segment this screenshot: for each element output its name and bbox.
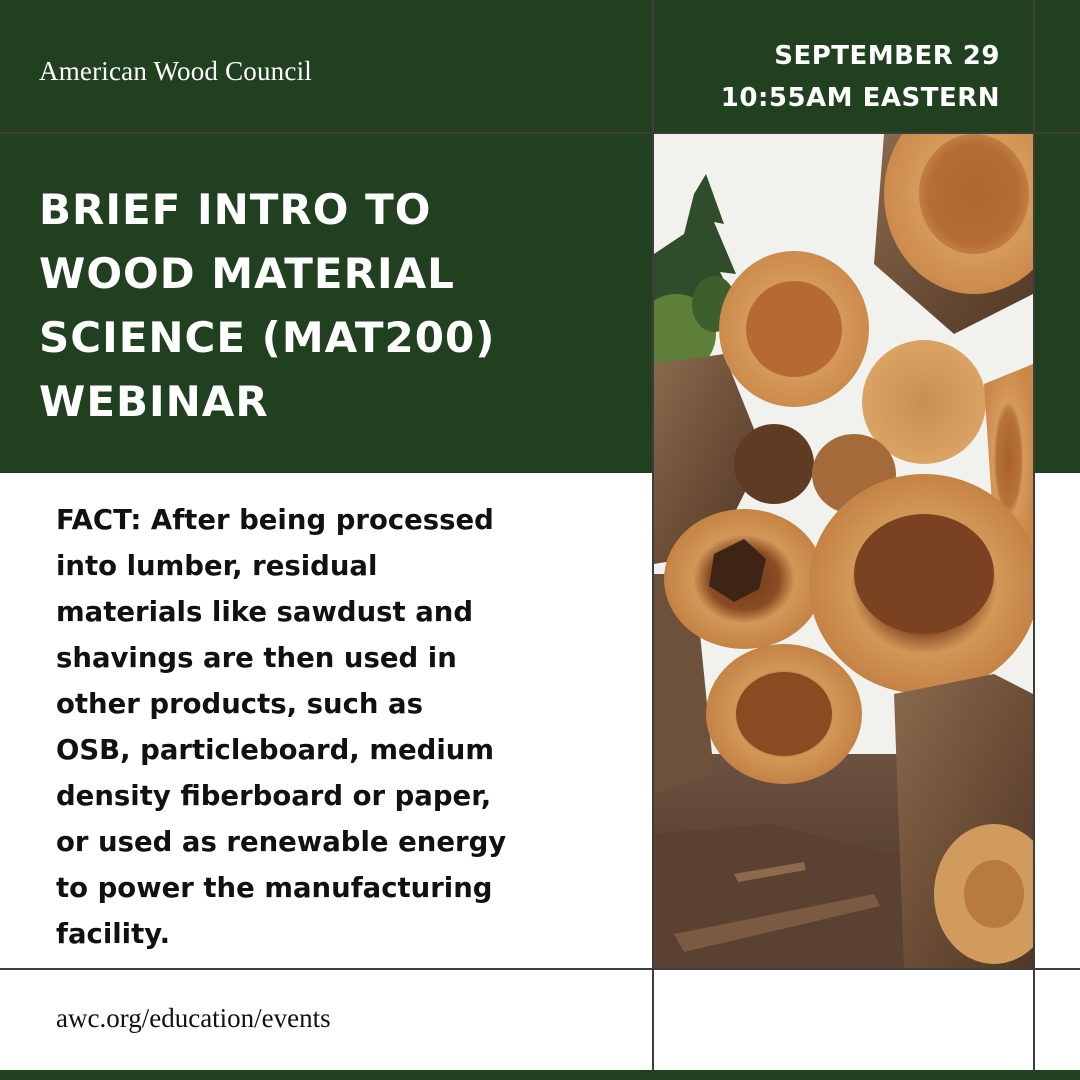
fact-line: FACT: After being processed (56, 504, 494, 536)
event-date (640, 35, 1000, 119)
fact-line: other products, such as (56, 688, 423, 720)
bottom-bar (0, 1070, 1080, 1080)
events-url[interactable]: awc.org/education/events (56, 1003, 331, 1033)
grid-line-top (0, 132, 1080, 134)
fact-line: materials like sawdust and (56, 596, 474, 628)
event-date-line: SEPTEMBER 29 (774, 41, 1000, 71)
grid-line-right (1033, 0, 1035, 1072)
fact-line: facility. (56, 918, 171, 950)
grid-line-left (652, 0, 654, 1072)
fact-line: into lumber, residual (56, 550, 378, 582)
fact-line: or used as renewable energy (56, 826, 507, 858)
logs-illustration (654, 134, 1033, 968)
webinar-title (39, 178, 639, 434)
title-line: SCIENCE (MAT200) (39, 313, 496, 362)
fact-line: shavings are then used in (56, 642, 457, 674)
stacked-logs-photo (654, 134, 1033, 968)
title-line: WEBINAR (39, 377, 269, 426)
fact-line: OSB, particleboard, medium (56, 734, 494, 766)
fact-line: to power the manufacturing (56, 872, 493, 904)
title-line: BRIEF INTRO TO (39, 185, 432, 234)
event-time-line: 10:55AM EASTERN (720, 83, 1000, 113)
grid-line-bottom (0, 968, 1080, 970)
organization-name: American Wood Council (39, 56, 312, 86)
fact-line: density fiberboard or paper, (56, 780, 492, 812)
title-line: WOOD MATERIAL (39, 249, 455, 298)
fact-text (56, 497, 636, 957)
